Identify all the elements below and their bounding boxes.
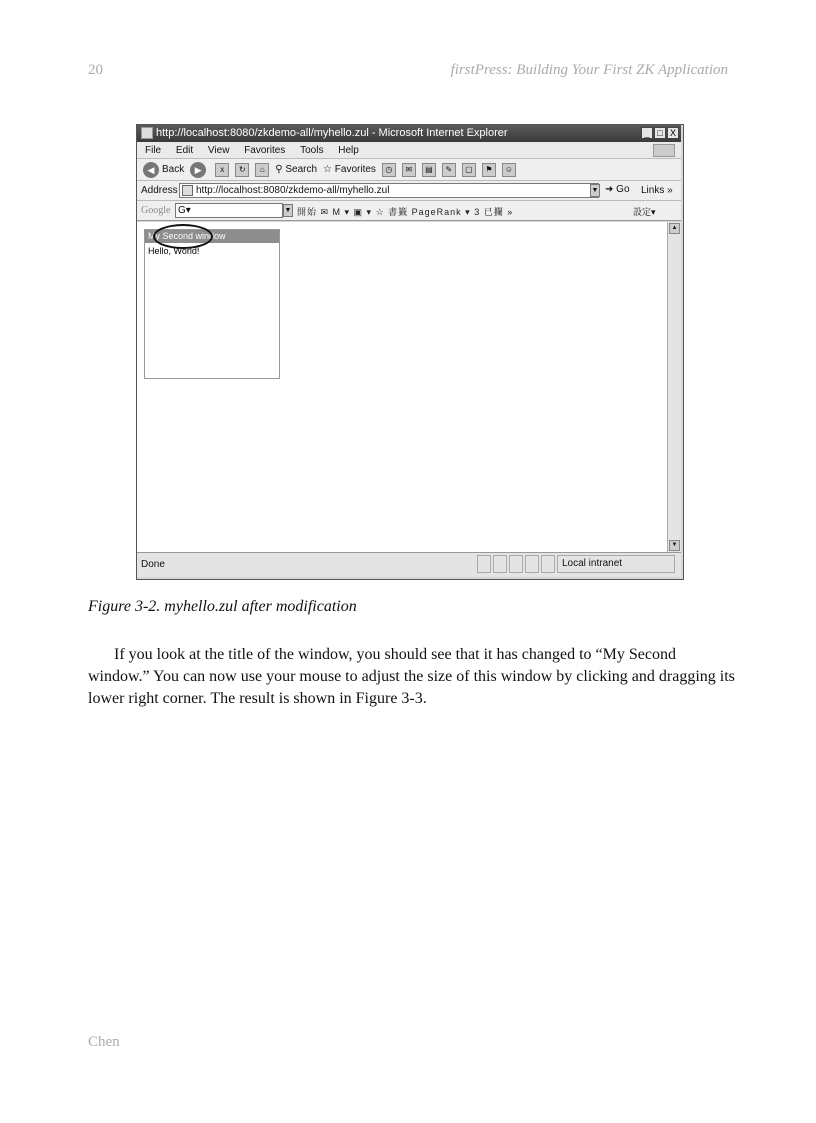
menu-favorites[interactable]: Favorites <box>244 145 286 156</box>
search-icon: ⚲ <box>275 163 283 175</box>
forward-button[interactable] <box>190 162 209 178</box>
research-icon[interactable]: ⚑ <box>482 163 496 177</box>
browser-screenshot <box>136 124 684 580</box>
google-toolbar-items[interactable]: 開始 ✉ M ▾ ▣ ▾ ☆ 書籤 PageRank ▾ 3 已攔 » <box>297 207 514 217</box>
figure-caption: Figure 3-2. myhello.zul after modification <box>88 598 357 615</box>
body-paragraph: If you look at the title of the window, you should see that it has changed to “My Second window.” You can now use your mouse to adjust the size of this window by clicking and dragging its lower right corner. The result is shown in Figure 3-3. <box>88 646 735 707</box>
address-bar <box>137 181 681 201</box>
status-cell <box>525 555 539 573</box>
minimize-button[interactable]: _ <box>641 127 653 139</box>
status-bar <box>137 552 681 577</box>
highlight-circle <box>153 224 213 249</box>
close-button[interactable]: X <box>667 127 679 139</box>
google-search-input[interactable]: G▾ <box>175 203 283 218</box>
page-number: 20 <box>88 62 103 78</box>
messenger-icon[interactable]: ☺ <box>502 163 516 177</box>
zk-window-title: My Second window <box>145 230 279 243</box>
scroll-up-icon[interactable]: ▲ <box>669 223 680 234</box>
mail-icon[interactable]: ✉ <box>402 163 416 177</box>
zone-label: Local intranet <box>562 558 623 569</box>
print-icon[interactable]: ▤ <box>422 163 436 177</box>
address-label: Address <box>141 185 178 196</box>
status-cell <box>541 555 555 573</box>
menu-bar <box>137 142 681 159</box>
back-label: Back <box>162 163 185 175</box>
google-logo: Google <box>141 205 171 216</box>
zk-window-body: Hello, World! <box>148 246 200 256</box>
page-icon <box>182 185 193 196</box>
scroll-down-icon[interactable]: ▼ <box>669 540 680 551</box>
forward-arrow-icon: ▶ <box>190 162 206 178</box>
status-cells <box>477 555 555 573</box>
links-button[interactable]: Links » <box>641 185 673 196</box>
go-button[interactable]: ➜ Go <box>605 184 630 195</box>
vertical-scrollbar[interactable] <box>667 222 681 552</box>
discuss-icon[interactable]: ▢ <box>462 163 476 177</box>
window-controls <box>641 127 679 139</box>
menu-view[interactable]: View <box>207 145 230 156</box>
star-icon: ☆ <box>323 163 332 175</box>
running-header: firstPress: Building Your First ZK Application <box>450 62 728 78</box>
maximize-button[interactable]: □ <box>654 127 666 139</box>
search-label: Search <box>285 163 318 175</box>
menu-edit[interactable]: Edit <box>175 145 194 156</box>
go-label: Go <box>616 184 630 195</box>
address-url: http://localhost:8080/zkdemo-all/myhello.zul <box>196 185 390 196</box>
stop-icon[interactable]: x <box>215 163 229 177</box>
menu-tools[interactable]: Tools <box>300 145 324 156</box>
browser-titlebar <box>137 125 681 142</box>
menu-file[interactable]: File <box>145 145 162 156</box>
address-dropdown-icon[interactable]: ▼ <box>590 184 600 197</box>
windows-logo-icon <box>653 144 675 157</box>
edit-icon[interactable]: ✎ <box>442 163 456 177</box>
google-dropdown-icon[interactable]: ▼ <box>283 204 293 217</box>
standard-toolbar <box>137 159 681 181</box>
favorites-button[interactable] <box>323 159 376 181</box>
status-cell <box>493 555 507 573</box>
refresh-icon[interactable]: ↻ <box>235 163 249 177</box>
back-arrow-icon: ◀ <box>143 162 159 178</box>
address-input[interactable] <box>179 183 599 198</box>
ie-icon <box>141 127 153 139</box>
favorites-label: Favorites <box>334 163 376 175</box>
menu-help[interactable]: Help <box>338 145 359 156</box>
status-cell <box>477 555 491 573</box>
history-icon[interactable]: ◷ <box>382 163 396 177</box>
browser-title: http://localhost:8080/zkdemo-all/myhello.zul - Microsoft Internet Explorer <box>156 127 508 139</box>
status-text: Done <box>141 559 165 570</box>
search-button[interactable] <box>275 159 317 181</box>
google-settings-button[interactable]: 設定▾ <box>633 207 656 217</box>
footer-author: Chen <box>88 1034 120 1050</box>
page-content <box>137 222 667 552</box>
security-zone <box>557 555 675 573</box>
zk-window[interactable] <box>144 229 280 379</box>
home-icon[interactable]: ⌂ <box>255 163 269 177</box>
status-cell <box>509 555 523 573</box>
back-button[interactable] <box>143 159 184 181</box>
google-toolbar <box>137 201 681 221</box>
